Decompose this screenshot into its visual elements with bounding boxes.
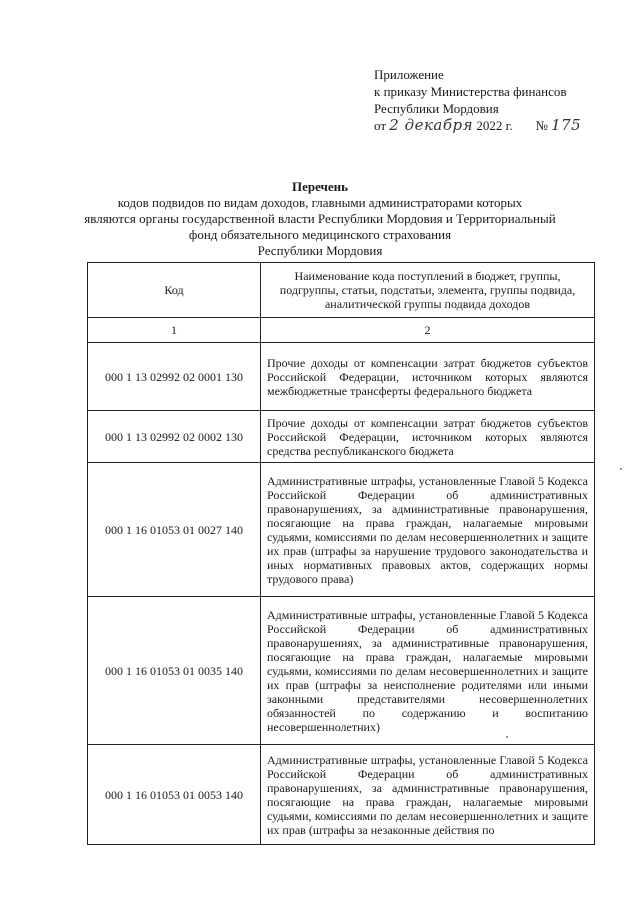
table-row xyxy=(88,463,595,597)
row-code: 000 1 16 01053 01 0053 140 xyxy=(88,745,261,845)
row-name: Административные штрафы, установленные Главой 5 Кодекса Российской Федерации об административных правонарушениях, за административные правонарушения, посягающие на права граждан, налагаемые мировыми судьями, комиссиями по делам несовершеннолетних и защите их прав (штрафы за незаконные действия по xyxy=(261,745,595,845)
header-name: Наименование кода поступлений в бюджет, группы, подгруппы, статьи, подстатьи, элемента, группы подвида, аналитической группы подвида доходов xyxy=(261,263,595,318)
title-line-4: Республики Мордовия xyxy=(257,243,383,258)
table-row xyxy=(88,343,595,411)
table-row xyxy=(88,745,595,845)
column-number-2: 2 xyxy=(261,318,595,343)
row-name: Административные штрафы, установленные Главой 5 Кодекса Российской Федерации об административных правонарушениях, за административные правонарушения, посягающие на права граждан, налагаемые мировыми судьями, комиссиями по делам несовершеннолетних и защите их прав (штрафы за неисполнение родителями или иными законными представителями несовершеннолетних обязанностей по содержанию и воспитанию несовершеннолетних) xyxy=(261,597,595,745)
handwritten-date: 2 декабря xyxy=(389,116,474,134)
column-number-1: 1 xyxy=(88,318,261,343)
handwritten-number: 175 xyxy=(551,116,582,134)
appendix-date-line xyxy=(374,117,581,134)
appendix-block xyxy=(374,66,581,134)
title-line-2: являются органы государственной власти Республики Мордовия и Территориальный xyxy=(84,211,556,226)
title-heading: Перечень xyxy=(291,179,349,194)
document-title xyxy=(0,179,640,259)
income-codes-table xyxy=(87,262,595,845)
title-line-3: фонд обязательного медицинского страхования xyxy=(188,227,452,242)
row-code: 000 1 16 01053 01 0035 140 xyxy=(88,597,261,745)
from-label: от xyxy=(374,118,387,133)
row-name: Административные штрафы, установленные Главой 5 Кодекса Российской Федерации об административных правонарушениях, за административные правонарушения, посягающие на права граждан, налагаемые мировыми судьями, комиссиями по делам несовершеннолетних и защите их прав (штрафы за нарушение трудового законодательства и иных нормативных правовых актов, содержащих нормы трудового права) xyxy=(261,463,595,597)
scan-speck xyxy=(506,736,508,738)
appendix-order-line: к приказу Министерства финансов xyxy=(374,84,567,99)
title-line-1: кодов подвидов по видам доходов, главными администраторами которых xyxy=(117,195,523,210)
appendix-republic-line: Республики Мордовия xyxy=(374,101,499,116)
year-label: 2022 г. xyxy=(476,118,513,133)
row-name: Прочие доходы от компенсации затрат бюджетов субъектов Российской Федерации, источником которых являются средства республиканского бюджета xyxy=(261,411,595,463)
appendix-title: Приложение xyxy=(374,67,444,82)
row-code: 000 1 13 02992 02 0001 130 xyxy=(88,343,261,411)
number-label: № xyxy=(535,118,548,133)
table-row xyxy=(88,597,595,745)
row-code: 000 1 13 02992 02 0002 130 xyxy=(88,411,261,463)
header-code: Код xyxy=(88,263,261,318)
table-numbering-row xyxy=(88,318,595,343)
scan-speck xyxy=(620,468,622,470)
row-name: Прочие доходы от компенсации затрат бюджетов субъектов Российской Федерации, источником которых являются межбюджетные трансферты федерального бюджета xyxy=(261,343,595,411)
row-code: 000 1 16 01053 01 0027 140 xyxy=(88,463,261,597)
table-row xyxy=(88,411,595,463)
table-header-row xyxy=(88,263,595,318)
